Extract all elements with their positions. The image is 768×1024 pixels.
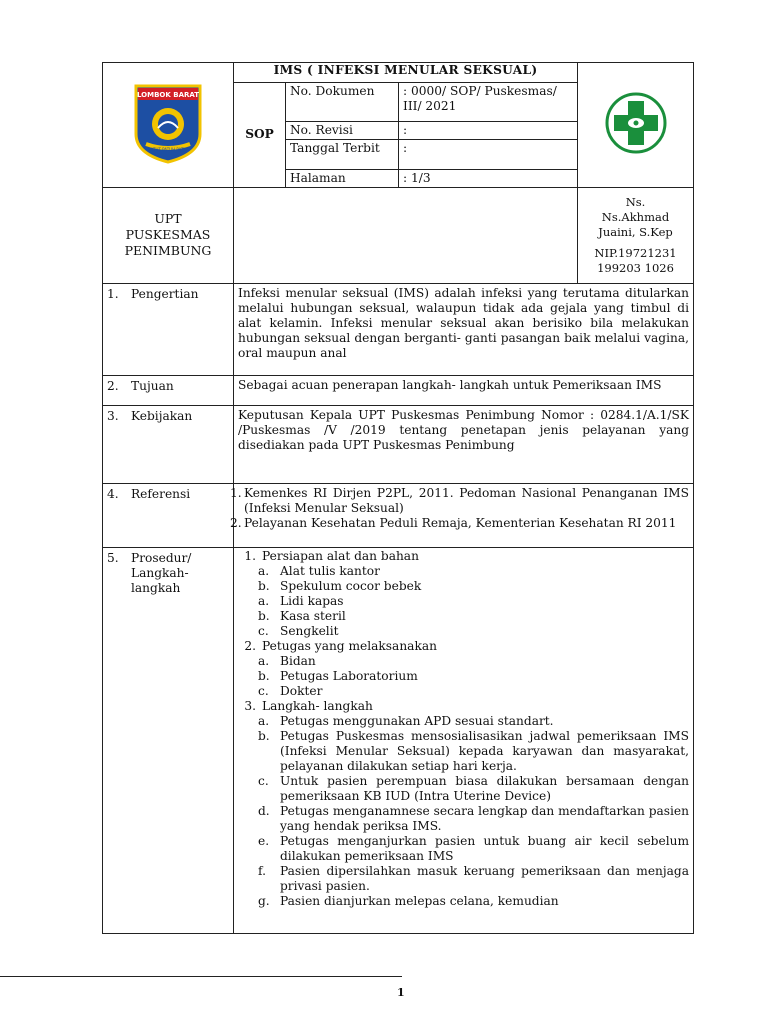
lombok-barat-logo-icon xyxy=(132,82,204,164)
puskesmas-cross-logo-icon xyxy=(604,91,668,155)
section-text-pengertian: Infeksi menular seksual (IMS) adalah infeksi yang terutama ditularkan melalui hubungan seksual, walaupun tidak ada gejala yang timbul di alat kelamin. Infeksi menular seksual akan berisiko bila melakukan hubungan seksual dengan berganti- ganti pasangan baik melalui vagina, oral maupun anal xyxy=(234,283,694,375)
signer-nip: NIP.19721231 199203 1026 xyxy=(594,245,677,275)
document-fields xyxy=(286,83,578,188)
field-value-halaman: : 1/3 xyxy=(403,170,431,185)
section-list-prosedur xyxy=(234,547,694,933)
field-label-no-dokumen: No. Dokumen xyxy=(286,83,399,121)
section-list-referensi xyxy=(230,483,694,547)
procedure-substep: a. Bidan xyxy=(258,653,316,668)
blank-signature-area xyxy=(234,187,578,283)
section-label-referensi: 4. Referensi xyxy=(103,483,234,547)
field-value-no-revisi: : xyxy=(399,121,578,139)
field-label-halaman: Halaman xyxy=(286,169,399,187)
procedure-substep: c. Dokter xyxy=(258,683,323,698)
section-text-tujuan: Sebagai acuan penerapan langkah- langkah untuk Pemeriksaan IMS xyxy=(234,375,694,405)
section-label-pengertian: 1. Pengertian xyxy=(103,283,234,375)
procedure-substep: e. Petugas menganjurkan pasien untuk buang air kecil sebelum dilakukan pemeriksaan IMS xyxy=(258,833,689,863)
section-label-kebijakan: 3. Kebijakan xyxy=(103,405,234,483)
procedure-step: 2. Petugas yang melaksanakan xyxy=(244,638,437,653)
section-label-prosedur: 5. Prosedur/ Langkah- langkah xyxy=(103,547,234,933)
signer-name: Ns.Akhmad Juaini, S.Kep xyxy=(598,209,673,239)
footer-divider xyxy=(0,976,402,977)
procedure-substep: g. Pasien dianjurkan melepas celana, kemudian xyxy=(258,893,559,908)
procedure-substep: b. Petugas Puskesmas mensosialisasikan jadwal pemeriksaan IMS (Infeksi Menular Seksual) kepada karyawan dan masyarakat, pelayanan dilakukan setiap hari kerja. xyxy=(258,728,689,773)
procedure-substep: a. Lidi kapas xyxy=(258,593,344,608)
page-number: 1 xyxy=(397,986,405,999)
organization-name: UPT PUSKESMAS PENIMBUNG xyxy=(103,187,234,283)
procedure-substep: c. Untuk pasien perempuan biasa dilakukan bersamaan dengan pemeriksaan KB IUD (Intra Uterine Device) xyxy=(258,773,689,803)
district-logo-cell xyxy=(103,63,234,188)
procedure-substep: c. Sengkelit xyxy=(258,623,339,638)
procedure-substep: b. Kasa steril xyxy=(258,608,346,623)
document-title: IMS ( INFEKSI MENULAR SEKSUAL) xyxy=(234,63,578,83)
document-fields-table xyxy=(286,83,577,187)
procedure-substep: a. Alat tulis kantor xyxy=(258,563,380,578)
logo-motto-text: PATUT PATUH PATJU xyxy=(148,146,188,152)
sop-label: SOP xyxy=(234,83,286,188)
field-label-tanggal-terbit: Tanggal Terbit xyxy=(286,139,399,169)
procedure-step: 1. Persiapan alat dan bahan xyxy=(244,548,419,563)
field-value-tanggal-terbit: : xyxy=(399,139,578,169)
signer-title: Ns. xyxy=(625,194,646,209)
procedure-substep: d. Petugas menganamnese secara lengkap dan mendaftarkan pasien yang hendak periksa IMS. xyxy=(258,803,689,833)
section-label-tujuan: 2. Tujuan xyxy=(103,375,234,405)
logo-banner-text: LOMBOK BARAT xyxy=(136,90,200,99)
field-value-no-dokumen: : 0000/ SOP/ Puskesmas/ III/ 2021 xyxy=(399,83,578,121)
section-text-kebijakan: Keputusan Kepala UPT Puskesmas Penimbung Nomor : 0284.1/A.1/SK /Puskesmas /V /2019 tentang penetapan jenis pelayanan yang disediakan pada UPT Puskesmas Penimbung xyxy=(234,405,694,483)
procedure-substep: b. Spekulum cocor bebek xyxy=(258,578,422,593)
procedure-substep: a. Petugas menggunakan APD sesuai standart. xyxy=(258,713,554,728)
procedure-substep: b. Petugas Laboratorium xyxy=(258,668,418,683)
referensi-item: 2. Pelayanan Kesehatan Peduli Remaja, Kementerian Kesehatan RI 2011 xyxy=(230,515,677,530)
procedure-step: 3. Langkah- langkah xyxy=(244,698,373,713)
sop-document-table xyxy=(102,62,694,934)
procedure-substep: f. Pasien dipersilahkan masuk keruang pemeriksaan dan menjaga privasi pasien. xyxy=(258,863,689,893)
puskesmas-logo-cell xyxy=(578,63,694,188)
field-label-no-revisi: No. Revisi xyxy=(286,121,399,139)
referensi-item: 1. Kemenkes RI Dirjen P2PL, 2011. Pedoman Nasional Penanganan IMS (Infeksi Menular Seksual) xyxy=(230,485,689,515)
signer-block xyxy=(578,187,694,283)
